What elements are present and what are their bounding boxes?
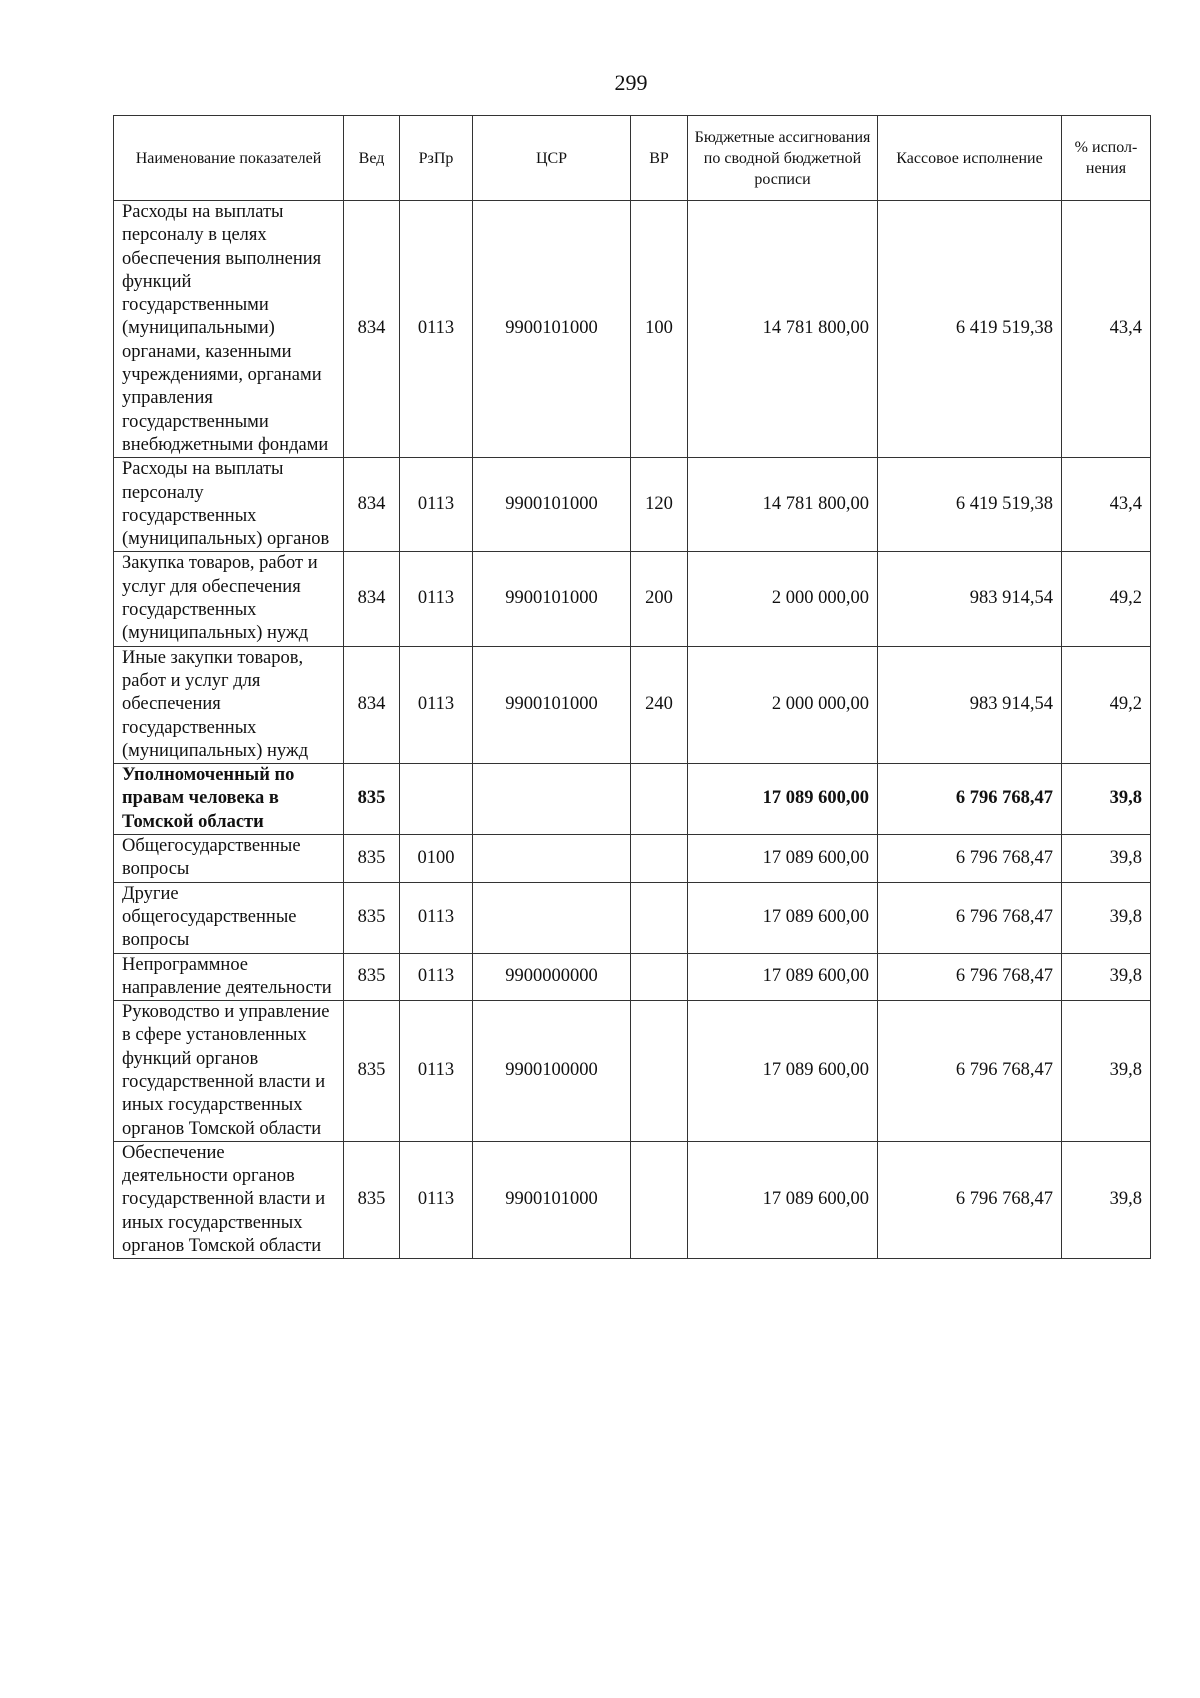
table-row — [114, 646, 1151, 763]
table-row — [114, 835, 1151, 883]
cell-cash: 983 914,54 — [878, 552, 1062, 646]
cell-vr — [631, 953, 688, 1001]
cell-ved: 835 — [344, 764, 400, 835]
cell-cash: 6 796 768,47 — [878, 1001, 1062, 1142]
cell-rzpr: 0100 — [400, 835, 473, 883]
cell-cash: 6 419 519,38 — [878, 201, 1062, 458]
table-row — [114, 458, 1151, 552]
cell-percent: 49,2 — [1062, 646, 1151, 763]
cell-vr: 100 — [631, 201, 688, 458]
cell-ved: 834 — [344, 201, 400, 458]
header-ved: Вед — [344, 116, 400, 201]
table-row — [114, 1141, 1151, 1258]
cell-cash: 6 796 768,47 — [878, 764, 1062, 835]
cell-percent: 39,8 — [1062, 1141, 1151, 1258]
cell-csr: 9900101000 — [473, 552, 631, 646]
cell-cash: 983 914,54 — [878, 646, 1062, 763]
cell-name: Закупка товаров, работ и услуг для обеспечения государственных (муниципальных) нужд — [114, 552, 344, 646]
cell-rzpr — [400, 764, 473, 835]
cell-budget: 17 089 600,00 — [688, 1141, 878, 1258]
cell-ved: 835 — [344, 1001, 400, 1142]
cell-name: Уполномоченный по правам человека в Томской области — [114, 764, 344, 835]
cell-name: Непрограммное направление деятельности — [114, 953, 344, 1001]
cell-rzpr: 0113 — [400, 458, 473, 552]
cell-percent: 39,8 — [1062, 764, 1151, 835]
cell-csr — [473, 835, 631, 883]
cell-vr — [631, 1141, 688, 1258]
cell-name: Другие общегосударственные вопросы — [114, 882, 344, 953]
cell-percent: 49,2 — [1062, 552, 1151, 646]
cell-rzpr: 0113 — [400, 552, 473, 646]
cell-rzpr: 0113 — [400, 1141, 473, 1258]
cell-ved: 834 — [344, 646, 400, 763]
cell-csr: 9900000000 — [473, 953, 631, 1001]
cell-csr: 9900100000 — [473, 1001, 631, 1142]
cell-name: Руководство и управление в сфере установленных функций органов государственной власти и иных государственных органов Томской области — [114, 1001, 344, 1142]
cell-budget: 17 089 600,00 — [688, 1001, 878, 1142]
cell-percent: 43,4 — [1062, 201, 1151, 458]
cell-name: Расходы на выплаты персоналу государственных (муниципальных) органов — [114, 458, 344, 552]
table-header-row — [114, 116, 1151, 201]
cell-rzpr: 0113 — [400, 882, 473, 953]
cell-budget: 17 089 600,00 — [688, 953, 878, 1001]
table-row — [114, 882, 1151, 953]
cell-percent: 39,8 — [1062, 1001, 1151, 1142]
header-cash: Кассовое исполнение — [878, 116, 1062, 201]
cell-name: Иные закупки товаров, работ и услуг для обеспечения государственных (муниципальных) нужд — [114, 646, 344, 763]
cell-ved: 835 — [344, 953, 400, 1001]
header-budget: Бюджетные ассигнования по сводной бюджетной росписи — [688, 116, 878, 201]
cell-percent: 39,8 — [1062, 953, 1151, 1001]
cell-vr — [631, 1001, 688, 1142]
cell-ved: 834 — [344, 552, 400, 646]
cell-csr: 9900101000 — [473, 1141, 631, 1258]
table-body — [114, 201, 1151, 1259]
cell-csr — [473, 764, 631, 835]
cell-cash: 6 796 768,47 — [878, 835, 1062, 883]
header-csr: ЦСР — [473, 116, 631, 201]
cell-name: Обеспечение деятельности органов государственной власти и иных государственных органов Томской области — [114, 1141, 344, 1258]
cell-ved: 835 — [344, 835, 400, 883]
cell-csr — [473, 882, 631, 953]
cell-budget: 14 781 800,00 — [688, 458, 878, 552]
cell-budget: 17 089 600,00 — [688, 764, 878, 835]
cell-budget: 2 000 000,00 — [688, 646, 878, 763]
cell-percent: 43,4 — [1062, 458, 1151, 552]
cell-vr — [631, 835, 688, 883]
cell-csr: 9900101000 — [473, 646, 631, 763]
cell-budget: 17 089 600,00 — [688, 882, 878, 953]
cell-vr — [631, 764, 688, 835]
cell-rzpr: 0113 — [400, 953, 473, 1001]
cell-vr: 200 — [631, 552, 688, 646]
cell-vr: 240 — [631, 646, 688, 763]
cell-ved: 835 — [344, 882, 400, 953]
cell-cash: 6 796 768,47 — [878, 953, 1062, 1001]
table-row — [114, 1001, 1151, 1142]
table-row — [114, 953, 1151, 1001]
cell-budget: 14 781 800,00 — [688, 201, 878, 458]
cell-budget: 17 089 600,00 — [688, 835, 878, 883]
cell-percent: 39,8 — [1062, 835, 1151, 883]
page-number: 299 — [614, 70, 648, 95]
header-rzpr: РзПр — [400, 116, 473, 201]
header-percent: % испол-нения — [1062, 116, 1151, 201]
cell-cash: 6 796 768,47 — [878, 1141, 1062, 1258]
cell-csr: 9900101000 — [473, 458, 631, 552]
header-name: Наименование показателей — [114, 116, 344, 201]
cell-vr: 120 — [631, 458, 688, 552]
budget-execution-table — [113, 115, 1151, 1259]
cell-ved: 834 — [344, 458, 400, 552]
cell-name: Расходы на выплаты персоналу в целях обеспечения выполнения функций государственными (муниципальными) органами, казенными учреждениями, органами управления государственными внебюджетными фондами — [114, 201, 344, 458]
table-row — [114, 764, 1151, 835]
cell-rzpr: 0113 — [400, 1001, 473, 1142]
cell-name: Общегосударственные вопросы — [114, 835, 344, 883]
cell-csr: 9900101000 — [473, 201, 631, 458]
cell-percent: 39,8 — [1062, 882, 1151, 953]
cell-ved: 835 — [344, 1141, 400, 1258]
cell-cash: 6 796 768,47 — [878, 882, 1062, 953]
cell-budget: 2 000 000,00 — [688, 552, 878, 646]
cell-cash: 6 419 519,38 — [878, 458, 1062, 552]
table-row — [114, 201, 1151, 458]
header-vr: ВР — [631, 116, 688, 201]
cell-rzpr: 0113 — [400, 201, 473, 458]
table-row — [114, 552, 1151, 646]
cell-vr — [631, 882, 688, 953]
cell-rzpr: 0113 — [400, 646, 473, 763]
